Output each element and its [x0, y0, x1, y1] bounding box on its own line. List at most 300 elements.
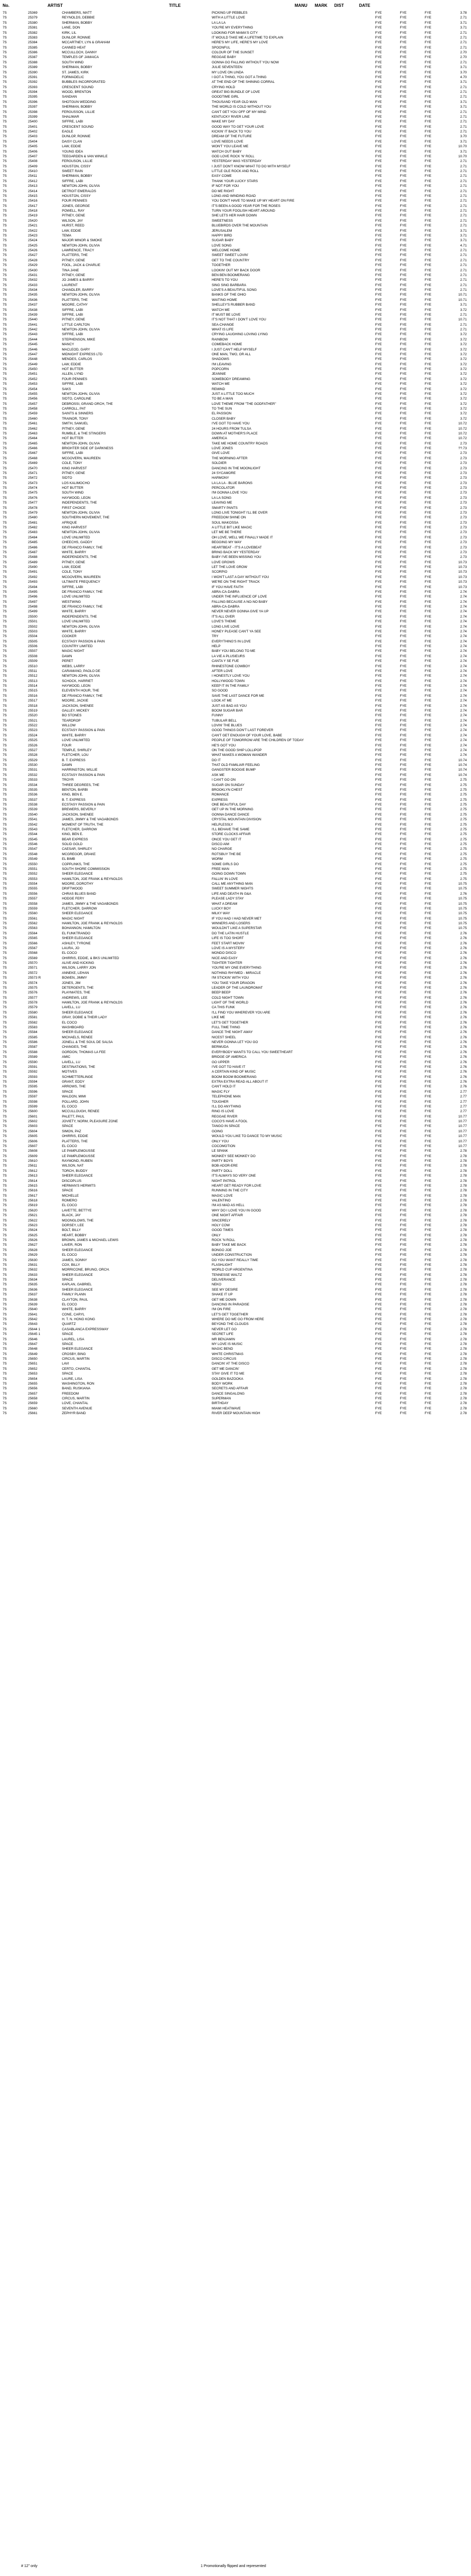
artist-cell: CROSBY, BING [62, 1352, 86, 1356]
format-cell: 7S [3, 798, 7, 802]
table-row [0, 1139, 471, 1144]
manu-cell: FYE [375, 125, 382, 129]
artist-cell: SHEER ELEGANCE [62, 936, 93, 941]
table-row [0, 115, 471, 119]
dist-cell: FYE [425, 397, 431, 401]
manu-cell: FYE [375, 431, 382, 435]
dist-cell: FYE [425, 169, 431, 173]
title-cell: LOVE'S A BEAUTIFUL SONG [211, 288, 257, 292]
table-row [0, 585, 471, 590]
number-cell: 25601 [28, 1114, 37, 1119]
date-cell: 2.78 [460, 1189, 467, 1193]
date-cell: 2.75 [460, 808, 467, 812]
mark-cell: FYE [400, 857, 407, 861]
artist-cell: GRAY, DOBIE & THEIR LADY [62, 1016, 107, 1020]
dist-cell: FYE [425, 1377, 431, 1381]
table-row [0, 1371, 471, 1376]
table-row [0, 411, 471, 416]
number-cell: 25400 [28, 120, 37, 124]
date-cell: 2.78 [460, 1263, 467, 1267]
number-cell: 25416 [28, 199, 37, 203]
manu-cell: FYE [375, 1322, 382, 1327]
mark-cell: FYE [400, 946, 407, 950]
artist-cell: MENDES, CARLOS [62, 357, 92, 362]
title-cell: REMIND [211, 387, 225, 391]
artist-cell: DETERGENTS, THE [62, 986, 94, 990]
format-cell: 7S [3, 1337, 7, 1341]
mark-cell: FYE [400, 531, 407, 535]
manu-cell: FYE [375, 1100, 382, 1104]
artist-cell: SIFFRE, LABI [62, 120, 83, 124]
title-cell: WOULDN'T LIKE A SUPERSTAR [211, 926, 262, 931]
number-cell: 25576 [28, 991, 37, 995]
table-row [0, 1302, 471, 1307]
number-cell: 25408 [28, 159, 37, 164]
title-cell: THANK YOUR LUCKY STARS [211, 179, 258, 183]
artist-cell: NEWTON-JOHN, OLIVIA [62, 624, 100, 629]
date-cell: 2.73 [460, 516, 467, 520]
table-row [0, 1050, 471, 1055]
table-row [0, 718, 471, 723]
mark-cell: FYE [400, 1233, 407, 1237]
table-row [0, 292, 471, 297]
title-cell: BOOM SUGAR BAR [211, 708, 243, 713]
artist-cell: MAJOR MINOR & SMOKE [62, 239, 102, 243]
title-cell: POPCORN [211, 367, 229, 371]
date-cell: 4.71 [460, 243, 467, 248]
title-cell: MILKY WAY [211, 912, 230, 916]
table-row [0, 159, 471, 164]
dist-cell: FYE [425, 916, 431, 921]
number-cell: 25385 [28, 45, 37, 50]
date-cell: 2.78 [460, 1293, 467, 1297]
format-cell: 7S [3, 803, 7, 807]
manu-cell: FYE [375, 1189, 382, 1193]
dist-cell: FYE [425, 164, 431, 168]
mark-cell: FYE [400, 535, 407, 539]
artist-cell: WILLOW [62, 724, 76, 727]
number-cell: 25379 [28, 16, 37, 20]
number-cell: 25438 [28, 308, 37, 312]
title-cell: UNDER THE INFLUENCE OF LOVE [211, 595, 267, 599]
dist-cell: FYE [425, 1104, 431, 1109]
artist-cell: HOT BUTTER [62, 437, 83, 441]
date-cell: 3.71 [460, 233, 467, 238]
date-cell: 10.74 [458, 768, 467, 772]
date-cell: 2.74 [460, 620, 467, 624]
date-cell: 2.73 [460, 461, 467, 466]
format-cell: 7S [3, 303, 7, 307]
table-row [0, 446, 471, 451]
artist-cell: TEMPLE, SHIRLEY [62, 748, 92, 752]
table-row [0, 798, 471, 802]
artist-cell: PERET [62, 659, 73, 664]
title-cell: LUCKY BOY [211, 906, 231, 911]
dist-cell: FYE [425, 1298, 431, 1302]
artist-cell: REYNOLDS, DEBBIE [62, 16, 95, 20]
number-cell: 25471 [28, 471, 37, 475]
dist-cell: FYE [425, 976, 431, 980]
number-cell: 25591 [28, 1065, 37, 1069]
date-cell: 10.74 [458, 773, 467, 777]
format-cell: 7S [3, 882, 7, 886]
number-cell: 25658 [28, 1397, 37, 1400]
number-cell: 25402 [28, 130, 37, 134]
title-cell: ONE NIGHT AFFAIR [211, 1214, 243, 1218]
mark-cell: FYE [400, 1214, 407, 1218]
dist-cell: FYE [425, 229, 431, 233]
number-cell: 25645 1 [28, 1332, 41, 1337]
format-cell: 7S [3, 699, 7, 703]
table-row [0, 1347, 471, 1351]
date-cell: 10.73 [458, 570, 467, 574]
number-cell: 25455 [28, 392, 37, 396]
title-cell: SUGAR ON SUNDAY [211, 783, 244, 787]
mark-cell: FYE [400, 758, 407, 762]
manu-cell: FYE [375, 347, 382, 352]
dist-cell: FYE [425, 1006, 431, 1010]
format-cell: 7S [3, 1095, 7, 1099]
dist-cell: FYE [425, 1110, 431, 1114]
date-cell: 2.71 [460, 35, 467, 40]
format-cell: 7S [3, 822, 7, 827]
mark-cell: FYE [400, 26, 407, 30]
dist-cell: FYE [425, 585, 431, 589]
dist-cell: FYE [425, 105, 431, 109]
date-cell: 2.76 [460, 1035, 467, 1039]
title-cell: IT WOULD TAKE ME A LIFETIME TO EXPLAIN [211, 35, 284, 40]
artist-cell: FAMILY PLANN [62, 1293, 86, 1297]
format-cell: 7S [3, 906, 7, 911]
artist-cell: RUMBLE, & THE STINGERS [62, 431, 106, 435]
date-cell: 2.78 [460, 1327, 467, 1331]
mark-cell: FYE [400, 852, 407, 856]
format-cell: 7S [3, 773, 7, 777]
number-cell: 25633 [28, 1273, 37, 1277]
manu-cell: FYE [375, 1293, 382, 1297]
mark-cell: FYE [400, 461, 407, 466]
mark-cell: FYE [400, 991, 407, 995]
artist-cell: CHAMBERS, MATT [62, 11, 92, 15]
title-cell: CRYSTAL MOUNTAIN DIVISION [211, 818, 261, 822]
title-cell: LEAVING ME [211, 501, 232, 505]
date-cell: 2.78 [460, 1337, 467, 1341]
number-cell: 25537 [28, 798, 37, 802]
table-row [0, 229, 471, 233]
number-cell: 25500 [28, 614, 37, 619]
number-cell: 25456 [28, 397, 37, 401]
format-cell: 7S [3, 1075, 7, 1079]
format-cell: 7S [3, 11, 7, 15]
number-cell: 25420 [28, 219, 37, 223]
table-row [0, 1149, 471, 1153]
number-cell: 25397 [28, 105, 37, 109]
format-cell: 7S [3, 996, 7, 1000]
format-cell: 7S [3, 105, 7, 109]
format-cell: 7S [3, 516, 7, 520]
table-row [0, 1005, 471, 1010]
number-cell: 25401 [28, 125, 37, 129]
manu-cell: FYE [375, 1412, 382, 1416]
format-cell: 7S [3, 130, 7, 134]
artist-cell: MCGOVERN, MAUREEN [62, 456, 101, 460]
manu-cell: FYE [375, 1139, 382, 1143]
table-row [0, 342, 471, 347]
date-cell: 2.73 [460, 491, 467, 495]
dist-cell: FYE [425, 1030, 431, 1035]
number-cell: 25564 [28, 931, 37, 935]
dist-cell: FYE [425, 139, 431, 144]
artist-cell: TEMPLES OF JAMAICA [62, 55, 99, 60]
artist-cell: FIRST CHOICE [62, 506, 86, 510]
manu-cell: FYE [375, 11, 382, 15]
artist-cell: FOOL, JACK & CHARLIE [62, 263, 100, 268]
date-cell: 10.75 [458, 882, 467, 886]
dist-cell: FYE [425, 441, 431, 446]
format-cell: 7S [3, 1060, 7, 1064]
date-cell: 2.71 [460, 159, 467, 164]
date-cell: 2.71 [460, 209, 467, 213]
title-cell: DISCO CIRCUS [211, 1357, 237, 1361]
format-cell: 7S [3, 694, 7, 698]
format-cell: 7S [3, 441, 7, 446]
date-cell: 10.73 [458, 560, 467, 564]
table-row [0, 1218, 471, 1223]
number-cell: 25405 [28, 145, 37, 149]
artist-cell: HODGE FERY [62, 897, 84, 901]
date-cell: 2.76 [460, 1065, 467, 1069]
date-cell: 2.78 [460, 1159, 467, 1163]
dist-cell: FYE [425, 565, 431, 569]
format-cell: 7S [3, 26, 7, 30]
number-cell: 25608 [28, 1149, 37, 1153]
table-row [0, 451, 471, 456]
mark-cell: FYE [400, 580, 407, 584]
number-cell: 25540 [28, 812, 37, 817]
title-cell: IT'S NOT THAT I DON'T LOVE YOU [211, 318, 266, 322]
date-cell: 2.76 [460, 971, 467, 975]
title-cell: WE'RE ON THE RIGHT TRACK [211, 580, 260, 584]
manu-cell: FYE [375, 788, 382, 792]
format-cell: 7S [3, 447, 7, 450]
format-cell: 7S [3, 1194, 7, 1198]
date-cell: 2.78 [460, 1258, 467, 1262]
artist-cell: LOS KALIMOCHO [62, 481, 90, 485]
title-cell: SECRET LIFE [211, 1332, 234, 1337]
date-cell: 2.74 [460, 689, 467, 693]
artist-cell: DUNLOP, RONNIE [62, 135, 91, 139]
artist-cell: SPACE [62, 1189, 73, 1193]
manu-cell: FYE [375, 184, 382, 188]
manu-cell: FYE [375, 1120, 382, 1123]
table-row [0, 654, 471, 659]
table-row [0, 981, 471, 986]
title-cell: PARTY BOYS [211, 1159, 233, 1163]
manu-cell: FYE [375, 531, 382, 535]
format-cell: 7S [3, 1401, 7, 1406]
title-cell: GOING [211, 1129, 223, 1133]
table-row [0, 75, 471, 80]
manu-cell: FYE [375, 323, 382, 327]
number-cell: 25553 [28, 877, 37, 881]
mark-cell: FYE [400, 204, 407, 208]
date-cell: 10.77 [458, 1144, 467, 1148]
number-cell: 25393 [28, 85, 37, 89]
date-cell: 2.71 [460, 328, 467, 332]
table-row [0, 352, 471, 357]
artist-cell: PITNEY, GENE [62, 273, 86, 277]
number-cell: 25567 [28, 946, 37, 950]
artist-cell: NEWTON-JOHN, OLIVIA [62, 510, 100, 515]
number-cell: 25578 [28, 1001, 37, 1005]
date-cell: 3.72 [460, 377, 467, 381]
date-cell: 2.71 [460, 179, 467, 183]
number-cell: 25484 [28, 535, 37, 539]
date-cell: 2.78 [460, 1253, 467, 1257]
dist-cell: FYE [425, 1035, 431, 1039]
manu-cell: FYE [375, 812, 382, 817]
title-cell: SECRETS AND AFFAIR [211, 1387, 248, 1391]
table-row [0, 21, 471, 25]
mark-cell: FYE [400, 1387, 407, 1391]
dist-cell: FYE [425, 1085, 431, 1089]
date-cell: 2.73 [460, 456, 467, 460]
format-cell: 7S [3, 337, 7, 342]
table-row [0, 238, 471, 243]
mark-cell: FYE [400, 1149, 407, 1153]
manu-cell: FYE [375, 1134, 382, 1139]
artist-cell: TRAINOR, TONY [62, 416, 89, 421]
date-cell: 10.72 [458, 427, 467, 431]
number-cell: 25430 [28, 268, 37, 272]
manu-cell: FYE [375, 991, 382, 995]
mark-cell: FYE [400, 1114, 407, 1119]
date-cell: 2.78 [460, 1154, 467, 1158]
title-cell: BRIDGE OF AMERICA [211, 1055, 247, 1059]
artist-cell: ECSTASY PASSION & PAIN [62, 639, 105, 643]
date-cell: 2.75 [460, 812, 467, 817]
format-cell: 7S [3, 956, 7, 960]
mark-cell: FYE [400, 337, 407, 342]
table-row [0, 1090, 471, 1094]
date-cell: 2.75 [460, 788, 467, 792]
format-cell: 7S [3, 1090, 7, 1094]
title-cell: SHELLEY'S RUBBER BAND [211, 303, 256, 307]
dist-cell: FYE [425, 258, 431, 262]
table-row [0, 694, 471, 698]
manu-cell: FYE [375, 367, 382, 371]
format-cell: 7S [3, 1183, 7, 1188]
dist-cell: FYE [425, 199, 431, 203]
format-cell: 7S [3, 367, 7, 371]
table-row [0, 990, 471, 995]
format-cell: 7S [3, 174, 7, 178]
mark-cell: FYE [400, 233, 407, 238]
date-cell: 2.71 [460, 278, 467, 282]
number-cell: 25391 [28, 75, 37, 79]
title-cell: SWEETNESS [211, 219, 233, 223]
manu-cell: FYE [375, 164, 382, 168]
number-cell: 25541 [28, 818, 37, 822]
table-row [0, 1183, 471, 1188]
dist-cell: FYE [425, 991, 431, 995]
mark-cell: FYE [400, 520, 407, 525]
format-cell: 7S [3, 887, 7, 891]
dist-cell: FYE [425, 323, 431, 327]
number-cell: 25394 [28, 90, 37, 94]
mark-cell: FYE [400, 1110, 407, 1114]
number-cell: 25527 [28, 748, 37, 752]
table-row [0, 857, 471, 861]
format-cell: 7S [3, 614, 7, 619]
number-cell: 25626 [28, 1238, 37, 1242]
table-row [0, 1411, 471, 1416]
title-cell: EASY COME [211, 174, 232, 178]
mark-cell: FYE [400, 80, 407, 84]
date-cell: 2.78 [460, 1149, 467, 1153]
date-cell: 2.78 [460, 1228, 467, 1233]
dist-cell: FYE [425, 1194, 431, 1198]
date-cell: 2.78 [460, 1218, 467, 1223]
date-cell: 3.72 [460, 392, 467, 396]
table-row [0, 550, 471, 555]
manu-cell: FYE [375, 258, 382, 262]
number-cell: 25586 [28, 1040, 37, 1044]
artist-cell: AFRIQUE [62, 520, 77, 525]
mark-cell: FYE [400, 645, 407, 648]
dist-cell: FYE [425, 634, 431, 639]
format-cell: 7S [3, 328, 7, 332]
title-cell: BRING BACK MY YESTERDAY [211, 550, 260, 554]
format-cell: 7S [3, 293, 7, 297]
format-cell: 7S [3, 1045, 7, 1049]
dist-cell: FYE [425, 347, 431, 352]
artist-cell: FLETCHER, DARROW [62, 827, 97, 831]
mark-cell: FYE [400, 1367, 407, 1371]
mark-cell: FYE [400, 1253, 407, 1257]
title-cell: ONCE YOU GET IT [211, 837, 242, 841]
format-cell: 7S [3, 249, 7, 252]
artist-cell: SHEER ELEGANCE [62, 1010, 93, 1015]
dist-cell: FYE [425, 560, 431, 564]
mark-cell: FYE [400, 1377, 407, 1381]
dist-cell: FYE [425, 466, 431, 470]
dist-cell: FYE [425, 1372, 431, 1376]
date-cell: 2.76 [460, 1085, 467, 1089]
table-row [0, 1055, 471, 1059]
mark-cell: FYE [400, 219, 407, 223]
manu-cell: FYE [375, 1025, 382, 1029]
number-cell: 25473 [28, 481, 37, 485]
artist-cell: LAW, EDDIE [62, 229, 81, 233]
manu-cell: FYE [375, 743, 382, 747]
artist-cell: SPACE [62, 1342, 73, 1346]
number-cell: 25546 [28, 842, 37, 846]
table-row [0, 788, 471, 792]
title-cell: MONDO DISCO [211, 951, 237, 955]
date-cell: 2.71 [460, 125, 467, 129]
format-cell: 7S [3, 634, 7, 639]
artist-cell: BOHANNON, HAMILTON [62, 926, 101, 931]
manu-cell: FYE [375, 1154, 382, 1158]
title-cell: KENTUCKY RIVER LINE [211, 115, 250, 119]
manu-cell: FYE [375, 926, 382, 931]
title-cell: KEEP IT IN THE FAMILY [211, 684, 249, 688]
dist-cell: FYE [425, 912, 431, 916]
table-row [0, 911, 471, 916]
date-cell: 2.78 [460, 1362, 467, 1366]
table-row [0, 1342, 471, 1347]
